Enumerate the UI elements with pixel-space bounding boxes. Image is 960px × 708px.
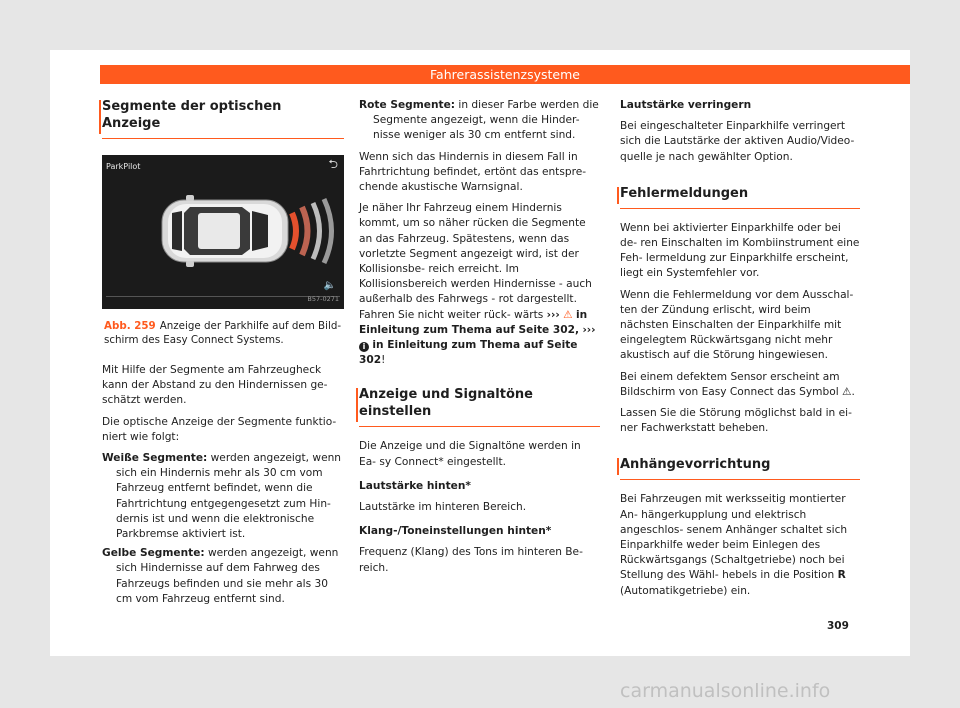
rear-segment-white-2: [324, 199, 332, 263]
caption-text: Anzeige der Parkhilfe auf dem Bild- schirm des Easy Connect Systems.: [104, 320, 342, 346]
definition-term: Rote Segmente:: [359, 99, 456, 111]
figure-divider: [106, 296, 340, 297]
paragraph: Die Anzeige und die Signaltöne werden in Ea- sy Connect* eingestellt.: [359, 440, 581, 468]
paragraph: Mit Hilfe der Segmente am Fahrzeugheck kann der Abstand zu den Hindernissen ge- schätzt werden.: [102, 364, 328, 407]
arrows-marker: ›››: [582, 323, 596, 336]
definition-text: in dieser Farbe werden die Segmente angezeigt, wenn die Hinder- nisse weniger als 30 cm entfernt sind.: [373, 99, 599, 142]
figure-code: B57-0271: [307, 294, 339, 303]
cross-reference-link-1[interactable]: in Einleitung zum Thema auf Seite 302: [359, 308, 588, 336]
caption-label: Abb. 259: [104, 320, 156, 332]
section-title-segments: Segmente der optischen Anzeige: [102, 98, 344, 139]
section-title-errors: Fehlermeldungen: [620, 185, 860, 209]
definition-text: werden angezeigt, wenn sich ein Hindernis mehr als 30 cm vom Fahrzeug entfernt befindet, wenn die Fahrtrichtung entgegengesetzt zum Hin- dernis ist und wenn die elektronische Parkbremse aktiviert ist.: [116, 452, 342, 541]
definition-term: Weiße Segmente:: [102, 452, 208, 465]
rear-segment-white-1: [313, 203, 320, 259]
paragraph: Frequenz (Klang) des Tons im hinteren Be- reich.: [359, 546, 583, 574]
speaker-icon: 🔈: [323, 279, 336, 291]
definition-red: [359, 98, 600, 144]
paragraph-with-links: Je näher Ihr Fahrzeug einem Hindernis kommt, um so näher rücken die Segmente an das Fahrzeug. Spätestens, wenn das vorletzte Segment angezeigt wird, ist der Kollisionsbe- reich erreicht. Im Kollisionsbereich werden Hindernisse - auch außerhalb des Fahrwegs - rot dargestellt. Fahren Sie nicht weiter rück- wärts ››› ⚠ in Einleitung zum Thema auf Seite 302, ››› i in Einleitung zum Thema auf Seite 302!: [359, 202, 596, 367]
parkpilot-figure: [102, 155, 344, 309]
definition-text: werden angezeigt, wenn sich Hindernisse auf dem Fahrweg des Fahrzeugs befinden und sie mehr als 30 cm vom Fahrzeug entfernt sind.: [116, 547, 339, 605]
rear-segment-red: [292, 213, 296, 249]
column-3: [620, 98, 860, 605]
page-number: 309: [827, 620, 849, 632]
definition-white: [102, 451, 344, 542]
definition-term: Gelbe Segmente:: [102, 547, 205, 560]
paragraph: Wenn sich das Hindernis in diesem Fall in Fahrtrichtung befindet, ertönt das entspre- chende akustische Warnsignal.: [359, 150, 587, 194]
parkpilot-screen-title: ParkPilot: [106, 162, 141, 171]
subheading: Klang-/Toneinstellungen hinten*: [359, 525, 552, 538]
section-title-towbar: Anhängevorrichtung: [620, 456, 860, 480]
paragraph: Wenn die Fehlermeldung vor dem Ausschal- ten der Zündung erlischt, wird beim nächsten Einschalten der Einparkhilfe mit eingelegtem Rückwärtsgang nicht mehr akustisch auf die Störung hingewiesen.: [620, 288, 854, 362]
arrows-marker: ›››: [546, 308, 560, 321]
figure-caption: [102, 319, 344, 347]
paragraph: Lautstärke im hinteren Bereich.: [359, 501, 527, 514]
car-top-view: [102, 155, 344, 309]
column-2: [359, 98, 600, 582]
cross-reference-link-2[interactable]: in Einleitung zum Thema auf Seite 302: [359, 339, 578, 367]
warning-triangle-icon: ⚠: [842, 385, 852, 398]
gear-position: R: [837, 569, 846, 582]
chapter-header: Fahrerassistenzsysteme: [100, 65, 910, 84]
rear-segment-red-2: [302, 207, 308, 255]
paragraph: Bei eingeschalteter Einparkhilfe verringert sich die Lautstärke der aktiven Audio/Video- quelle je nach gewählter Option.: [620, 120, 855, 163]
paragraph: Lassen Sie die Störung möglichst bald in ei- ner Fachwerkstatt beheben.: [620, 407, 852, 435]
subheading: Lautstärke verringern: [620, 99, 752, 111]
definition-yellow: [102, 546, 344, 607]
section-title-signals: Anzeige und Signaltöne einstellen: [359, 386, 600, 427]
warning-triangle-icon: ⚠: [563, 308, 573, 321]
paragraph: Bei Fahrzeugen mit werksseitig montierter An- hängerkupplung und elektrisch angeschlos- senem Anhänger schaltet sich Einparkhilfe weder beim Einlegen des Rückwärtsgangs (Schaltgetriebe) noch bei Stellung des Wähl- hebels in die Position R (Automatikgetriebe) ein.: [620, 493, 848, 597]
paragraph: Bei einem defektem Sensor erscheint am Bildschirm von Easy Connect das Symbol ⚠.: [620, 370, 860, 400]
info-icon: i: [359, 342, 369, 352]
back-arrow-icon: ⮌: [328, 157, 338, 171]
paragraph: Die optische Anzeige der Segmente funktio- niert wie folgt:: [102, 415, 337, 443]
watermark: carmanualsonline.info: [620, 680, 831, 702]
paragraph: Wenn bei aktivierter Einparkhilfe oder bei de- ren Einschalten im Kombiinstrument eine Feh- lermeldung zur Einparkhilfe erscheint, liegt ein Systemfehler vor.: [620, 221, 860, 280]
manual-page: [50, 50, 910, 656]
column-1: [102, 98, 344, 611]
subheading: Lautstärke hinten*: [359, 479, 471, 492]
